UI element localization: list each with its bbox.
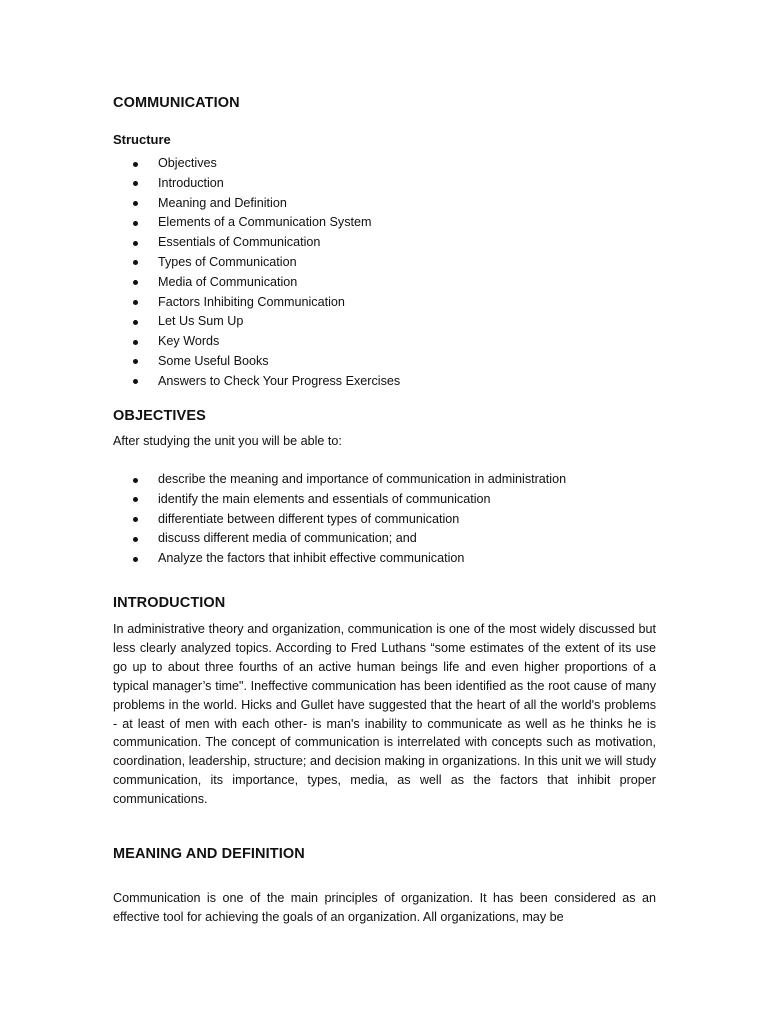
list-item xyxy=(113,470,566,490)
list-item xyxy=(113,312,400,332)
bullet-icon xyxy=(133,379,138,384)
list-item-text: Introduction xyxy=(158,175,224,190)
bullet-icon xyxy=(133,497,138,502)
list-item xyxy=(113,194,400,214)
list-item xyxy=(113,154,400,174)
list-item-text: Types of Communication xyxy=(158,254,297,269)
list-item-text: Essentials of Communication xyxy=(158,235,321,250)
list-item-text: Elements of a Communication System xyxy=(158,215,372,230)
list-item xyxy=(113,253,400,273)
bullet-icon xyxy=(133,201,138,206)
list-item xyxy=(113,273,400,293)
list-item xyxy=(113,549,566,569)
bullet-icon xyxy=(133,359,138,364)
structure-heading: Structure xyxy=(113,132,171,147)
bullet-icon xyxy=(133,280,138,285)
bullet-icon xyxy=(133,181,138,186)
bullet-icon xyxy=(133,517,138,522)
list-item xyxy=(113,293,400,313)
list-item-text: Meaning and Definition xyxy=(158,195,287,210)
list-item xyxy=(113,352,400,372)
list-item xyxy=(113,332,400,352)
list-item xyxy=(113,510,566,530)
bullet-icon xyxy=(133,340,138,345)
list-item xyxy=(113,174,400,194)
bullet-icon xyxy=(133,300,138,305)
bullet-icon xyxy=(133,260,138,265)
objectives-heading: OBJECTIVES xyxy=(113,408,206,424)
bullet-icon xyxy=(133,221,138,226)
list-item-text: Objectives xyxy=(158,156,217,170)
objectives-intro: After studying the unit you will be able to: xyxy=(113,434,342,448)
introduction-heading: INTRODUCTION xyxy=(113,595,226,611)
list-item-text: Media of Communication xyxy=(158,274,298,289)
list-item-text: Key Words xyxy=(158,334,220,349)
bullet-icon xyxy=(133,557,138,562)
list-item-text: describe the meaning and importance of communication in administration xyxy=(158,472,567,486)
list-item-text: Some Useful Books xyxy=(158,353,269,368)
list-item-text: Let Us Sum Up xyxy=(158,314,244,329)
list-item xyxy=(113,490,566,510)
list-item-text: Factors Inhibiting Communication xyxy=(158,294,345,309)
bullet-icon xyxy=(133,241,138,246)
list-item xyxy=(113,529,566,549)
list-item-text: identify the main elements and essentials of communication xyxy=(158,491,491,506)
bullet-icon xyxy=(133,478,138,483)
list-item xyxy=(113,233,400,253)
list-item xyxy=(113,372,400,392)
bullet-icon xyxy=(133,537,138,542)
list-item xyxy=(113,213,400,233)
meaning-paragraph: Communication is one of the main principles of organization. It has been considered as an effective tool for achieving the goals of an organization. All organizations, may be xyxy=(113,891,656,924)
meaning-heading: MEANING AND DEFINITION xyxy=(113,846,305,862)
introduction-paragraph: In administrative theory and organization, communication is one of the most widely discussed but less clearly analyzed topics. According to Fred Luthans “some estimates of the extent of its use go up to about three fourths of an active human beings life and even higher proportions of a typical manager’s time". Ineffective communication has been identified as the root cause of many problems in the world. Hicks and Gullet have suggested that the heart of all the world's problems - at least of men with each other- is man's inability to communicate as well as he thinks he is communication. The concept of communication is interrelated with concepts such as motivation, coordination, leadership, structure; and decision making in organizations. In this unit we will study communication, its importance, types, media, as well as the factors that inhibit proper communications. xyxy=(113,622,656,807)
document-title: COMMUNICATION xyxy=(113,95,240,111)
list-item-text: discuss different media of communication; and xyxy=(158,531,417,546)
bullet-icon xyxy=(133,162,138,167)
structure-list xyxy=(113,154,400,392)
objectives-list xyxy=(113,470,566,569)
list-item-text: differentiate between different types of communication xyxy=(158,511,460,526)
list-item-text: Answers to Check Your Progress Exercises xyxy=(158,373,401,388)
list-item-text: Analyze the factors that inhibit effective communication xyxy=(158,551,465,566)
bullet-icon xyxy=(133,320,138,325)
